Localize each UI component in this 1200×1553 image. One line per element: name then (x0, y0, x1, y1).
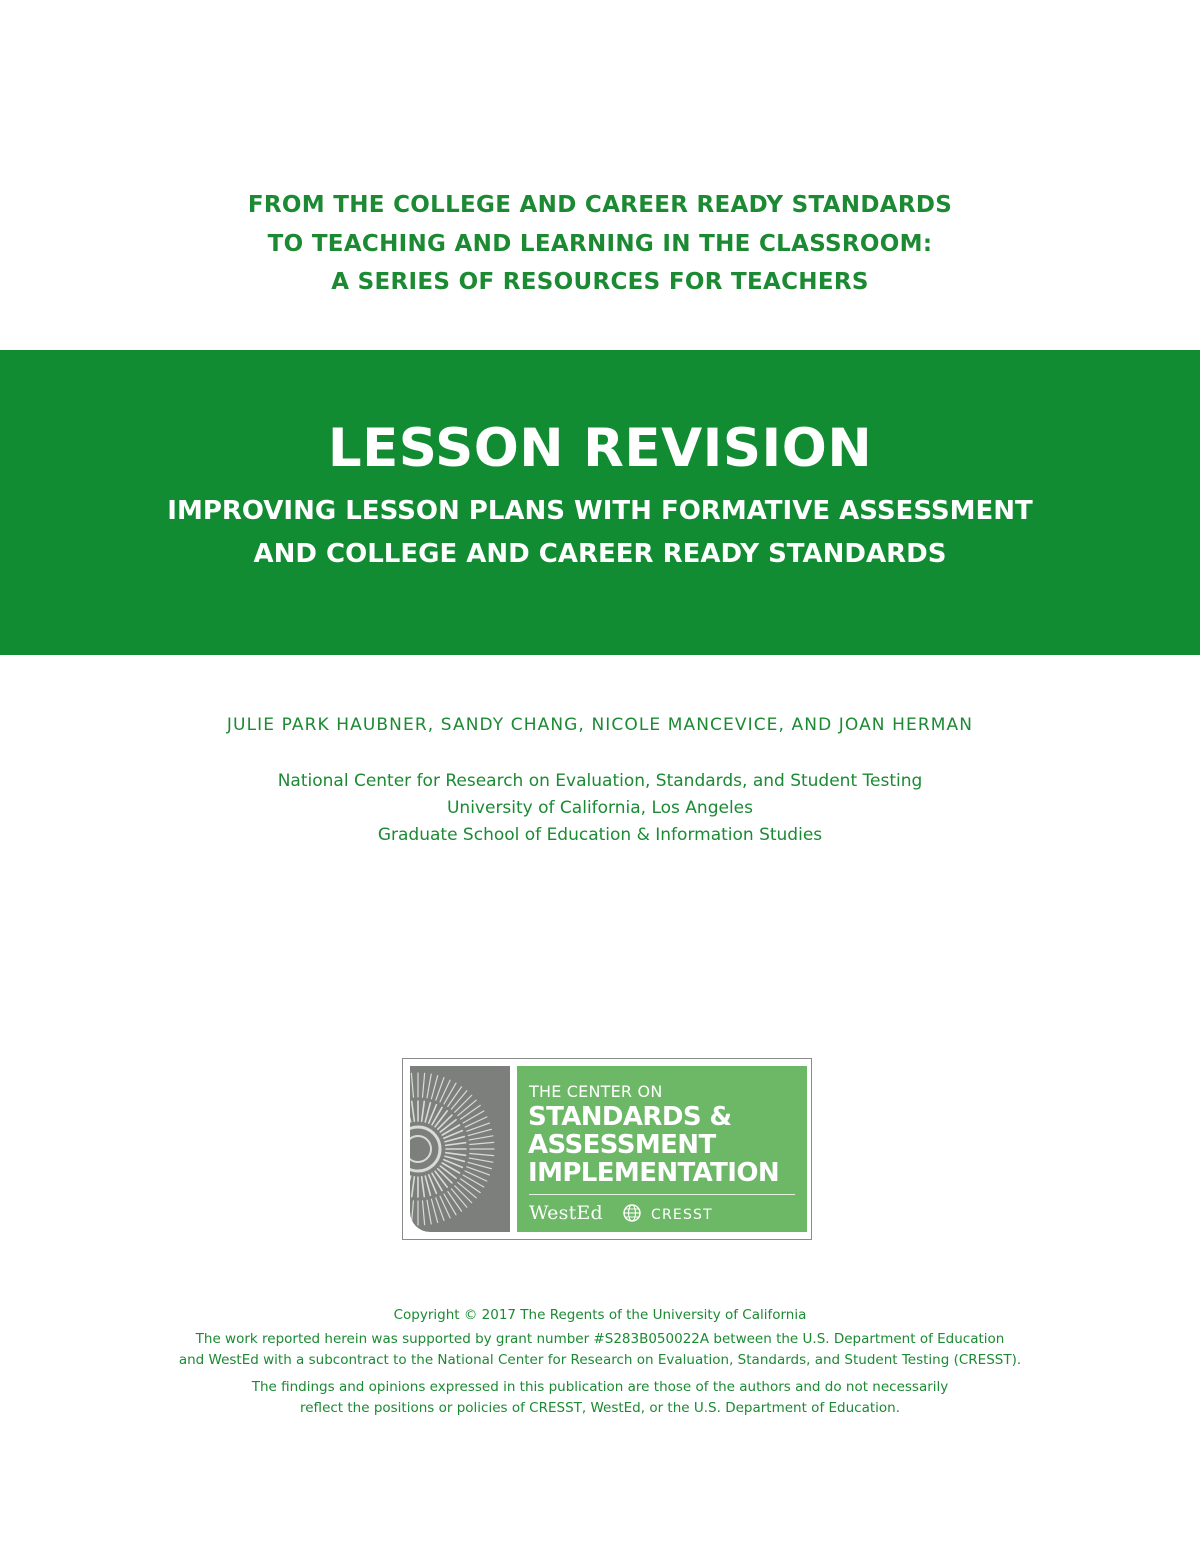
burst-ray (446, 1153, 466, 1156)
burst-ray (451, 1189, 466, 1207)
burst-ray (444, 1194, 456, 1215)
burst-ray (422, 1101, 425, 1121)
grant-line-1: The work reported herein was supported by grant number #S283B050022A between the U.S. Department of Education (195, 1331, 1005, 1347)
author-list: JULIE PARK HAUBNER, SANDY CHANG, NICOLE MANCEVICE, AND JOAN HERMAN (226, 715, 974, 735)
subtitle-line-2: AND COLLEGE AND CAREER READY STANDARDS (253, 539, 947, 569)
subtitle-line-1: IMPROVING LESSON PLANS WITH FORMATIVE ASSESSMENT (167, 496, 1033, 526)
affiliation-line-3: Graduate School of Education & Information Studies (377, 825, 823, 845)
burst-ray (423, 1201, 425, 1225)
burst-ray (435, 1111, 447, 1127)
logo-emblem (410, 1066, 510, 1232)
document-subtitle (0, 490, 1200, 576)
burst-ray (468, 1162, 491, 1168)
burst-ray (431, 1199, 437, 1222)
burst-ray (444, 1083, 456, 1104)
burst-ray (427, 1074, 431, 1098)
burst-ray (440, 1166, 456, 1178)
burst-ray (463, 1111, 484, 1123)
burst-ray (435, 1171, 447, 1187)
burst-ray (411, 1073, 413, 1097)
burst-ray (448, 1087, 462, 1107)
document-title: LESSON REVISION (327, 418, 873, 479)
burst-ray (440, 1120, 456, 1132)
burst-ray (458, 1100, 476, 1115)
burst-ray (455, 1186, 472, 1203)
wested-wordmark: WestEd (529, 1202, 603, 1224)
burst-ray (458, 1182, 476, 1197)
burst-ray (422, 1177, 425, 1197)
burst-ray (461, 1179, 481, 1193)
burst-ray (470, 1142, 494, 1144)
logo-divider (529, 1194, 795, 1195)
affiliation-block (0, 768, 1200, 849)
affiliation-line-1: National Center for Research on Evaluation, Standards, and Student Testing (277, 771, 923, 791)
burst-ray (412, 1101, 415, 1121)
burst-ray (469, 1136, 493, 1140)
burst-ray (423, 1073, 425, 1097)
burst-ray (438, 1169, 452, 1183)
logo-line-standards: STANDARDS & (528, 1102, 732, 1132)
series-header-line-2: TO TEACHING AND LEARNING IN THE CLASSROOM: (267, 230, 933, 257)
series-header-line-1: FROM THE COLLEGE AND CAREER READY STANDARDS (247, 192, 953, 218)
series-header-line-3: A SERIES OF RESOURCES FOR TEACHERS (331, 269, 869, 295)
logo-line-implementation: IMPLEMENTATION (528, 1158, 780, 1188)
copyright-block (0, 1305, 1200, 1419)
burst-ray (470, 1154, 494, 1156)
burst-ray (412, 1177, 415, 1197)
grant-statement (0, 1329, 1200, 1371)
burst-ray (468, 1129, 491, 1135)
copyright-notice: Copyright © 2017 The Regents of the University of California (393, 1307, 807, 1323)
logo-line-assessment: ASSESSMENT (528, 1130, 716, 1160)
logo-line-the-center-on: THE CENTER ON (529, 1082, 663, 1101)
disclaimer-statement (0, 1377, 1200, 1419)
burst-ray (469, 1158, 493, 1162)
burst-ray (427, 1200, 431, 1224)
burst-ray (410, 1103, 411, 1122)
burst-ray (446, 1143, 466, 1146)
logo-text-panel (517, 1066, 807, 1232)
disclaimer-line-2: reflect the positions or policies of CRESST, WestEd, or the U.S. Department of Education. (300, 1400, 900, 1416)
grant-line-2: and WestEd with a subcontract to the National Center for Research on Evaluation, Standards, and Student Testing (CRESST). (178, 1352, 1022, 1368)
burst-ray (448, 1192, 462, 1212)
burst-ray (461, 1105, 481, 1119)
title-banner (0, 350, 1200, 655)
cresst-wordmark: CRESST (651, 1207, 713, 1223)
affiliation-line-2: University of California, Los Angeles (446, 798, 753, 818)
globe-icon (622, 1203, 642, 1223)
disclaimer-line-1: The findings and opinions expressed in this publication are those of the authors and do not necessarily (251, 1379, 949, 1395)
center-logo (402, 1058, 812, 1240)
burst-ray (431, 1076, 437, 1099)
radial-burst-icon (410, 1066, 510, 1232)
burst-ray (463, 1175, 484, 1187)
burst-ray (410, 1176, 411, 1195)
burst-ray (411, 1201, 413, 1225)
burst-ray (438, 1115, 452, 1129)
burst-ray (455, 1095, 472, 1112)
series-header (0, 186, 1200, 302)
burst-ray (451, 1091, 466, 1109)
